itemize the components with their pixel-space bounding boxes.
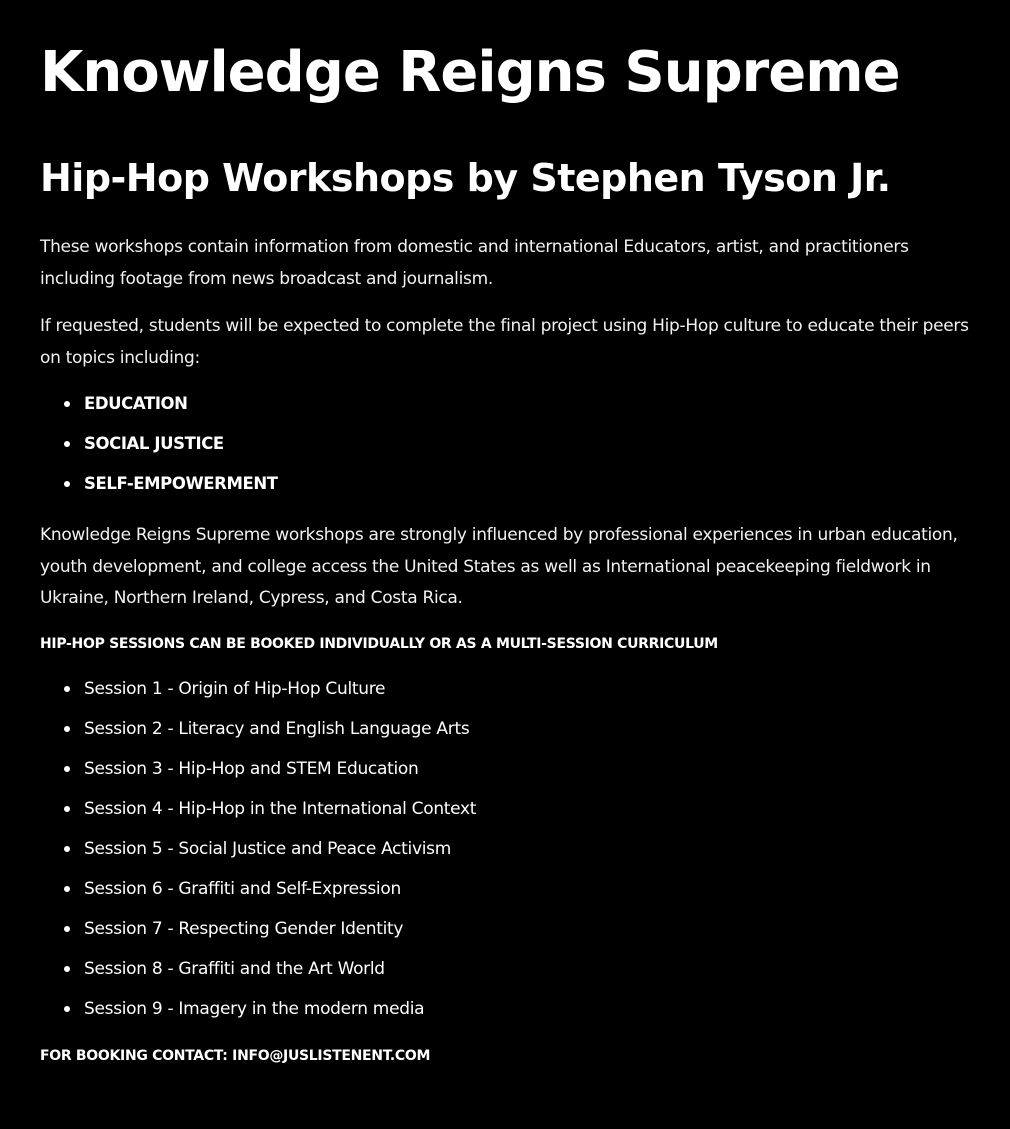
session-label: Session 6 - Graffiti and Self-Expression: [84, 878, 401, 899]
list-item: [64, 789, 970, 829]
bullet-icon: [64, 686, 70, 692]
list-item: [64, 464, 970, 504]
session-label: Session 9 - Imagery in the modern media: [84, 998, 425, 1019]
list-item: [64, 989, 970, 1029]
list-item: [64, 384, 970, 424]
list-item: [64, 709, 970, 749]
session-label: Session 3 - Hip-Hop and STEM Education: [84, 758, 419, 779]
sessions-list: [40, 669, 970, 1029]
bullet-icon: [64, 766, 70, 772]
page-title: Knowledge Reigns Supreme: [40, 40, 900, 105]
list-item: [64, 869, 970, 909]
session-label: Session 4 - Hip-Hop in the International Context: [84, 798, 477, 819]
bullet-icon: [64, 886, 70, 892]
bullet-icon: [64, 806, 70, 812]
list-item: [64, 909, 970, 949]
influence-paragraph: Knowledge Reigns Supreme workshops are strongly influenced by professional experiences in urban education, youth development, and college access the United States as well as International peacekeeping fieldwork in Ukraine, Northern Ireland, Cypress, and Costa Rica.: [40, 525, 958, 608]
list-item: [64, 669, 970, 709]
session-label: Session 7 - Respecting Gender Identity: [84, 918, 404, 939]
session-label: Session 1 - Origin of Hip-Hop Culture: [84, 678, 386, 699]
topic-label: SELF-EMPOWERMENT: [84, 474, 278, 493]
list-item: [64, 749, 970, 789]
booking-contact: FOR BOOKING CONTACT: INFO@JUSLISTENENT.COM: [40, 1047, 431, 1064]
session-label: Session 8 - Graffiti and the Art World: [84, 958, 385, 979]
session-label: Session 5 - Social Justice and Peace Activism: [84, 838, 451, 859]
list-item: [64, 424, 970, 464]
list-item: [64, 829, 970, 869]
bullet-icon: [64, 441, 70, 447]
intro-paragraph: These workshops contain information from domestic and international Educators, artist, and practitioners including footage from news broadcast and journalism.: [40, 237, 909, 289]
bullet-icon: [64, 726, 70, 732]
page-subtitle: Hip-Hop Workshops by Stephen Tyson Jr.: [40, 156, 891, 200]
booking-note: HIP-HOP SESSIONS CAN BE BOOKED INDIVIDUALLY OR AS A MULTI-SESSION CURRICULUM: [40, 635, 718, 652]
bullet-icon: [64, 401, 70, 407]
topics-list: [40, 384, 970, 504]
bullet-icon: [64, 966, 70, 972]
session-label: Session 2 - Literacy and English Language Arts: [84, 718, 470, 739]
bullet-icon: [64, 1006, 70, 1012]
list-item: [64, 949, 970, 989]
topic-label: EDUCATION: [84, 394, 188, 413]
request-paragraph: If requested, students will be expected to complete the final project using Hip-Hop culture to educate their peers on topics including:: [40, 316, 969, 368]
bullet-icon: [64, 926, 70, 932]
bullet-icon: [64, 846, 70, 852]
topic-label: SOCIAL JUSTICE: [84, 434, 224, 453]
bullet-icon: [64, 481, 70, 487]
